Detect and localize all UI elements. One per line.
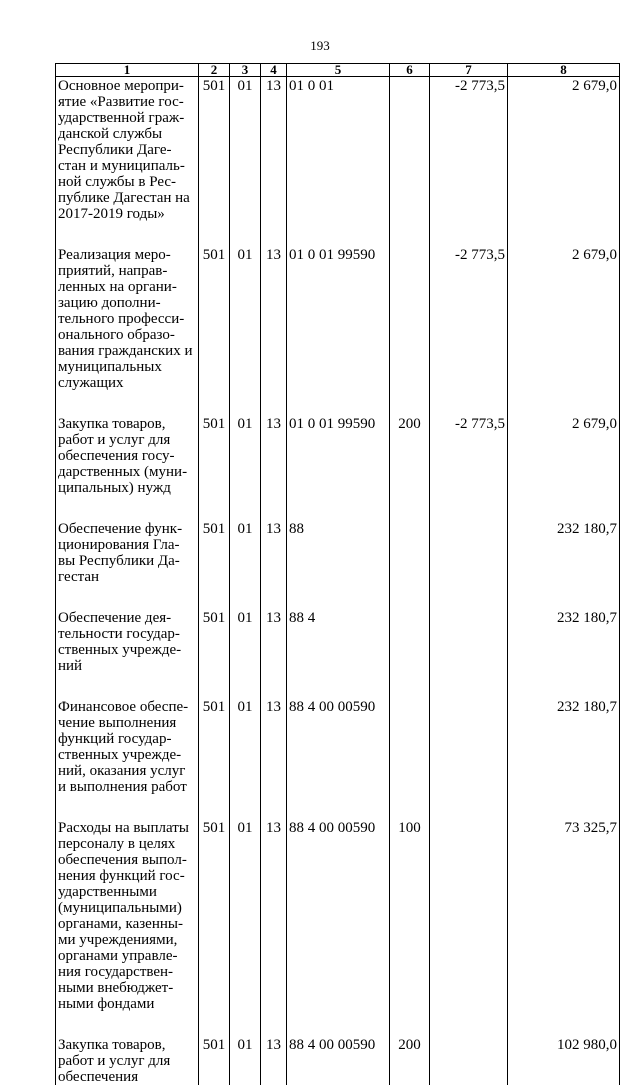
table-row bbox=[56, 819, 620, 1036]
column-header: 2 bbox=[199, 64, 230, 77]
cell-col8: 232 180,7 bbox=[508, 609, 620, 698]
cell-col8: 2 679,0 bbox=[508, 246, 620, 415]
cell-col2: 501 bbox=[199, 698, 230, 819]
cell-col5: 88 bbox=[287, 520, 390, 609]
column-header: 1 bbox=[56, 64, 199, 77]
table-row bbox=[56, 1036, 620, 1085]
cell-col8: 232 180,7 bbox=[508, 698, 620, 819]
table-header-row bbox=[56, 64, 620, 77]
cell-col3: 01 bbox=[230, 609, 261, 698]
cell-col6 bbox=[390, 698, 430, 819]
cell-col6 bbox=[390, 520, 430, 609]
cell-col8: 73 325,7 bbox=[508, 819, 620, 1036]
cell-col7: -2 773,5 bbox=[430, 77, 508, 247]
cell-col5: 88 4 bbox=[287, 609, 390, 698]
cell-col7 bbox=[430, 520, 508, 609]
cell-col2: 501 bbox=[199, 609, 230, 698]
row-name: Основное меропри-ятие «Развитие гос-ударственной граж-данской службы Республики Даге-стан и муниципаль-ной службы в Рес-публике Дагестан на 2017-2019 годы» bbox=[56, 77, 199, 247]
cell-col2: 501 bbox=[199, 819, 230, 1036]
cell-col4: 13 bbox=[261, 1036, 287, 1085]
cell-col3: 01 bbox=[230, 819, 261, 1036]
cell-col2: 501 bbox=[199, 246, 230, 415]
cell-col2: 501 bbox=[199, 77, 230, 247]
column-header: 4 bbox=[261, 64, 287, 77]
cell-col6 bbox=[390, 609, 430, 698]
cell-col4: 13 bbox=[261, 415, 287, 520]
cell-col6 bbox=[390, 77, 430, 247]
cell-col7 bbox=[430, 698, 508, 819]
cell-col4: 13 bbox=[261, 520, 287, 609]
cell-col8: 232 180,7 bbox=[508, 520, 620, 609]
cell-col4: 13 bbox=[261, 609, 287, 698]
cell-col8: 102 980,0 bbox=[508, 1036, 620, 1085]
budget-table bbox=[55, 63, 620, 1085]
cell-col7 bbox=[430, 819, 508, 1036]
table-row bbox=[56, 520, 620, 609]
cell-col2: 501 bbox=[199, 415, 230, 520]
table-row bbox=[56, 246, 620, 415]
cell-col5: 88 4 00 00590 bbox=[287, 698, 390, 819]
row-name: Расходы на выплаты персоналу в целях обеспечения выпол-нения функций гос-ударственными (муниципальными) органами, казенны-ми учреждениями, органами управле-ния государствен-ными внебюджет-ными фондами bbox=[56, 819, 199, 1036]
column-header: 8 bbox=[508, 64, 620, 77]
row-name: Обеспечение функ-ционирования Гла-вы Республики Да-гестан bbox=[56, 520, 199, 609]
cell-col7: -2 773,5 bbox=[430, 415, 508, 520]
row-name: Закупка товаров, работ и услуг для обеспечения госу-дарственных (муни-ципальных) нужд bbox=[56, 415, 199, 520]
cell-col6: 200 bbox=[390, 1036, 430, 1085]
row-name: Финансовое обеспе-чение выполнения функций государ-ственных учрежде-ний, оказания услуг и выполнения работ bbox=[56, 698, 199, 819]
cell-col6: 100 bbox=[390, 819, 430, 1036]
cell-col5: 88 4 00 00590 bbox=[287, 819, 390, 1036]
cell-col8: 2 679,0 bbox=[508, 415, 620, 520]
cell-col5: 01 0 01 99590 bbox=[287, 246, 390, 415]
cell-col7 bbox=[430, 1036, 508, 1085]
column-header: 7 bbox=[430, 64, 508, 77]
page-number: 193 bbox=[310, 38, 330, 53]
cell-col5: 01 0 01 99590 bbox=[287, 415, 390, 520]
cell-col2: 501 bbox=[199, 1036, 230, 1085]
column-header: 6 bbox=[390, 64, 430, 77]
cell-col4: 13 bbox=[261, 246, 287, 415]
cell-col4: 13 bbox=[261, 698, 287, 819]
cell-col6: 200 bbox=[390, 415, 430, 520]
row-name: Реализация меро-приятий, направ-ленных на органи-зацию дополни-тельного професси-онального образо-вания гражданских и муниципальных служащих bbox=[56, 246, 199, 415]
cell-col7: -2 773,5 bbox=[430, 246, 508, 415]
cell-col3: 01 bbox=[230, 77, 261, 247]
cell-col8: 2 679,0 bbox=[508, 77, 620, 247]
cell-col2: 501 bbox=[199, 520, 230, 609]
table-row bbox=[56, 415, 620, 520]
cell-col4: 13 bbox=[261, 77, 287, 247]
cell-col7 bbox=[430, 609, 508, 698]
row-name: Закупка товаров, работ и услуг для обеспечения bbox=[56, 1036, 199, 1085]
column-header: 5 bbox=[287, 64, 390, 77]
column-header: 3 bbox=[230, 64, 261, 77]
row-name: Обеспечение дея-тельности государ-ственных учрежде-ний bbox=[56, 609, 199, 698]
cell-col6 bbox=[390, 246, 430, 415]
table-row bbox=[56, 609, 620, 698]
table-row bbox=[56, 698, 620, 819]
table-row bbox=[56, 77, 620, 247]
cell-col4: 13 bbox=[261, 819, 287, 1036]
cell-col3: 01 bbox=[230, 246, 261, 415]
cell-col3: 01 bbox=[230, 520, 261, 609]
cell-col3: 01 bbox=[230, 415, 261, 520]
cell-col3: 01 bbox=[230, 1036, 261, 1085]
cell-col5: 01 0 01 bbox=[287, 77, 390, 247]
cell-col3: 01 bbox=[230, 698, 261, 819]
cell-col5: 88 4 00 00590 bbox=[287, 1036, 390, 1085]
